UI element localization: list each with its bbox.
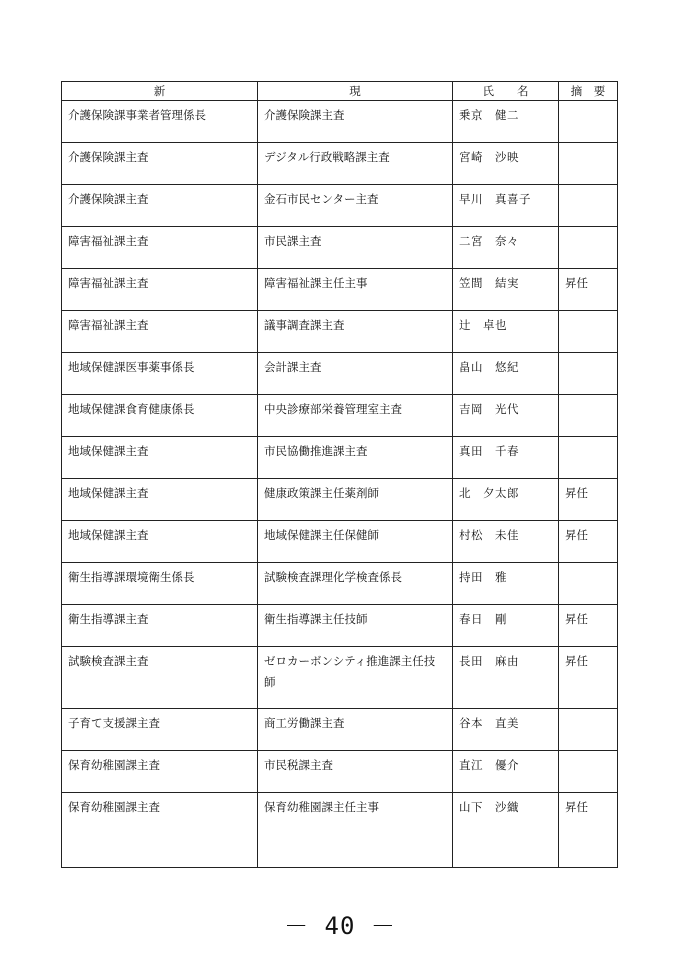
cell-new: 地域保健課医事薬事係長 [62,353,258,395]
header-current: 現 [258,82,453,101]
cell-new: 保育幼稚園課主査 [62,793,258,868]
cell-name: 持田 雅 [453,563,559,605]
cell-current: 障害福祉課主任主事 [258,269,453,311]
cell-new: 障害福祉課主査 [62,269,258,311]
cell-note [559,101,618,143]
cell-current: 市民税課主査 [258,751,453,793]
table-row [62,101,618,143]
cell-current: 議事調査課主査 [258,311,453,353]
cell-name: 村松 未佳 [453,521,559,563]
cell-note [559,143,618,185]
cell-current: 市民課主査 [258,227,453,269]
cell-new: 介護保険課主査 [62,185,258,227]
cell-current: ゼロカーボンシティ推進課主任技師 [258,647,453,709]
cell-current: デジタル行政戦略課主査 [258,143,453,185]
cell-note [559,437,618,479]
cell-current: 商工労働課主査 [258,709,453,751]
cell-current: 介護保険課主査 [258,101,453,143]
cell-current: 中央診療部栄養管理室主査 [258,395,453,437]
cell-name: 長田 麻由 [453,647,559,709]
cell-name: 乗京 健二 [453,101,559,143]
page-number: － 40 － [284,912,396,940]
table-row [62,709,618,751]
cell-name: 山下 沙織 [453,793,559,868]
cell-name: 谷本 直美 [453,709,559,751]
cell-note [559,311,618,353]
cell-new: 地域保健課食育健康係長 [62,395,258,437]
cell-note [559,395,618,437]
table-row [62,479,618,521]
cell-note: 昇任 [559,793,618,868]
cell-current: 市民協働推進課主査 [258,437,453,479]
cell-note: 昇任 [559,521,618,563]
cell-new: 保育幼稚園課主査 [62,751,258,793]
cell-name: 真田 千春 [453,437,559,479]
table-row [62,563,618,605]
cell-note: 昇任 [559,269,618,311]
cell-new: 衛生指導課環境衛生係長 [62,563,258,605]
cell-note: 昇任 [559,605,618,647]
cell-new: 障害福祉課主査 [62,311,258,353]
table-row [62,647,618,709]
table-row [62,521,618,563]
cell-note [559,709,618,751]
cell-name: 二宮 奈々 [453,227,559,269]
cell-current: 金石市民センター主査 [258,185,453,227]
table-row [62,605,618,647]
table-row [62,395,618,437]
cell-name: 早川 真喜子 [453,185,559,227]
cell-new: 地域保健課主査 [62,521,258,563]
header-note: 摘 要 [559,82,618,101]
table-row [62,437,618,479]
cell-current: 保育幼稚園課主任主事 [258,793,453,868]
cell-note [559,185,618,227]
header-name: 氏 名 [453,82,559,101]
cell-new: 地域保健課主査 [62,437,258,479]
cell-current: 試験検査課理化学検査係長 [258,563,453,605]
cell-name: 吉岡 光代 [453,395,559,437]
cell-new: 地域保健課主査 [62,479,258,521]
cell-note [559,353,618,395]
cell-name: 直江 優介 [453,751,559,793]
cell-current: 健康政策課主任薬剤師 [258,479,453,521]
cell-note [559,227,618,269]
cell-name: 宮崎 沙映 [453,143,559,185]
cell-new: 障害福祉課主査 [62,227,258,269]
header-row [62,82,618,101]
table-row [62,269,618,311]
cell-new: 子育て支援課主査 [62,709,258,751]
cell-note: 昇任 [559,647,618,709]
cell-name: 笠間 結実 [453,269,559,311]
cell-note [559,751,618,793]
cell-new: 試験検査課主査 [62,647,258,709]
cell-name: 辻 卓也 [453,311,559,353]
table-row [62,227,618,269]
cell-current: 衛生指導課主任技師 [258,605,453,647]
cell-new: 介護保険課事業者管理係長 [62,101,258,143]
cell-note: 昇任 [559,479,618,521]
cell-new: 介護保険課主査 [62,143,258,185]
table-row [62,311,618,353]
table-row [62,751,618,793]
cell-new: 衛生指導課主査 [62,605,258,647]
personnel-table [61,81,618,868]
cell-name: 北 夕太郎 [453,479,559,521]
cell-name: 畠山 悠紀 [453,353,559,395]
table-row [62,793,618,868]
cell-current: 会計課主査 [258,353,453,395]
cell-current: 地域保健課主任保健師 [258,521,453,563]
cell-name: 春日 剛 [453,605,559,647]
table-row [62,353,618,395]
cell-note [559,563,618,605]
table-row [62,143,618,185]
header-new: 新 [62,82,258,101]
table-row [62,185,618,227]
